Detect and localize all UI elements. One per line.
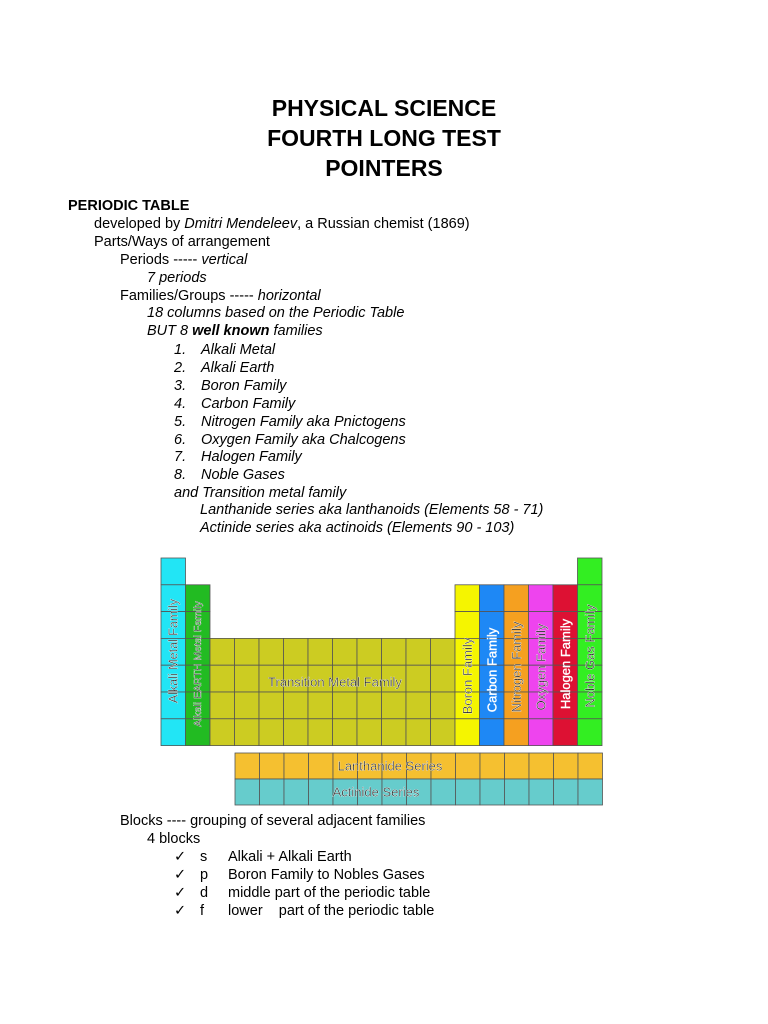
periods-count: 7 periods (147, 270, 207, 286)
boron-cell (455, 719, 480, 746)
boron-cell (455, 585, 480, 612)
block-list-item (174, 867, 425, 884)
transition-cell (284, 719, 309, 746)
transition-cell (406, 719, 431, 746)
transition-cell (308, 638, 333, 665)
family-name: Noble Gases (201, 467, 285, 484)
developed-suffix: , a Russian chemist (1869) (297, 216, 470, 232)
but-suffix: families (269, 323, 323, 339)
block-letter: f (200, 903, 205, 919)
title-line-1: PHYSICAL SCIENCE (271, 95, 497, 121)
actinide-line: Actinide series aka actinoids (Elements 90 - 103) (200, 520, 515, 536)
block-letter: s (200, 849, 208, 865)
developed-prefix: developed by (94, 216, 185, 232)
noble-gas-family-label: Noble Gas Family (582, 604, 598, 708)
transition-cell (235, 692, 260, 719)
alkali-cell (161, 719, 186, 746)
transition-cell (259, 719, 284, 746)
carbon-family-label: Carbon Family (484, 627, 500, 713)
transition-cell (382, 692, 407, 719)
transition-cell (406, 638, 431, 665)
actinide-cell (554, 779, 579, 805)
alkali-earth-family-label: Alkali EARTH Metal Family (191, 601, 204, 727)
nitrogen-cell (504, 585, 529, 612)
family-number: 8. (174, 467, 187, 484)
block-list-item (174, 903, 434, 920)
block-description: lower part of the periodic table (228, 903, 435, 919)
parts-line: Parts/Ways of arrangement (94, 234, 270, 250)
oxygen-cell (529, 719, 554, 746)
family-number: 4. (174, 395, 187, 412)
lanthanide-cell (309, 753, 334, 779)
transition-cell (308, 692, 333, 719)
actinide-cell (260, 779, 285, 805)
blocks-intro: Blocks ---- grouping of several adjacent families (120, 813, 426, 829)
alkali-family-label: Alkali Metal Family (166, 598, 181, 704)
transition-cell (284, 692, 309, 719)
family-name: Carbon Family (201, 395, 296, 412)
actinide-cell (431, 779, 456, 805)
actinide-cell (284, 779, 309, 805)
families-label: Families/Groups ----- (120, 288, 258, 304)
transition-cell (333, 692, 358, 719)
family-name: Alkali Metal (201, 342, 276, 358)
checkmark-icon: ✓ (174, 867, 187, 883)
transition-cell (357, 692, 382, 719)
transition-family-label: Transition Metal Family (268, 674, 402, 690)
noble-cell (578, 558, 603, 585)
block-description: middle part of the periodic table (228, 885, 431, 901)
developer-name: Dmitri Mendeleev (184, 216, 298, 232)
oxygen-cell (529, 585, 554, 612)
checkmark-icon: ✓ (174, 885, 187, 901)
checkmark-icon: ✓ (174, 903, 187, 919)
blocks-count: 4 blocks (147, 831, 201, 847)
halogen-cell (553, 585, 578, 612)
transition-cell (333, 719, 358, 746)
family-name: Halogen Family (201, 449, 302, 466)
columns-line: 18 columns based on the Periodic Table (147, 305, 405, 321)
section-heading: PERIODIC TABLE (68, 198, 190, 214)
lanthanide-cell (235, 753, 260, 779)
block-description: Alkali + Alkali Earth (228, 849, 352, 865)
lanthanide-cell (554, 753, 579, 779)
periods-label: Periods ----- (120, 252, 202, 268)
actinide-cell (235, 779, 260, 805)
title-line-3: POINTERS (325, 155, 443, 181)
lanthanide-cell (260, 753, 285, 779)
boron-cell (455, 612, 480, 639)
families-direction: horizontal (257, 288, 321, 304)
transition-line: and Transition metal family (174, 485, 347, 501)
transition-cell (210, 638, 235, 665)
lanthanide-cell (505, 753, 530, 779)
actinide-cell (309, 779, 334, 805)
transition-cell (210, 719, 235, 746)
actinide-cell (505, 779, 530, 805)
oxygen-family-label: Oxygen Family (533, 623, 549, 711)
actinide-cell (456, 779, 481, 805)
transition-cell (357, 719, 382, 746)
transition-cell (406, 665, 431, 692)
transition-cell (235, 665, 260, 692)
family-name: Alkali Earth (201, 359, 275, 376)
block-letter: d (200, 885, 209, 901)
transition-cell (357, 638, 382, 665)
lanthanide-cell (480, 753, 505, 779)
lanthanide-cell (529, 753, 554, 779)
transition-cell (235, 638, 260, 665)
transition-cell (308, 719, 333, 746)
nitrogen-cell (504, 719, 529, 746)
title-line-2: FOURTH LONG TEST (267, 125, 501, 151)
boron-family-label: Boron Family (459, 637, 475, 715)
family-number: 3. (174, 377, 187, 394)
actinide-cell (529, 779, 554, 805)
transition-cell (431, 692, 456, 719)
transition-cell (382, 638, 407, 665)
transition-cell (235, 719, 260, 746)
lanthanide-cell (578, 753, 603, 779)
halogen-family-label: Halogen Family (557, 618, 573, 710)
transition-cell (382, 719, 407, 746)
carbon-cell (480, 585, 505, 612)
transition-cell (210, 665, 235, 692)
nitrogen-family-label: Nitrogen Family (508, 621, 524, 713)
family-number: 5. (174, 413, 187, 430)
lanthanide-cell (456, 753, 481, 779)
family-name: Nitrogen Family aka Pnictogens (201, 413, 406, 430)
lanthanide-line: Lanthanide series aka lanthanoids (Elements 58 - 71) (200, 502, 544, 518)
transition-cell (284, 638, 309, 665)
family-name: Boron Family (201, 377, 287, 394)
family-number: 1. (174, 342, 187, 358)
block-description: Boron Family to Nobles Gases (228, 867, 425, 883)
family-number: 2. (174, 359, 187, 376)
well-known-bold: well known (192, 323, 270, 339)
checkmark-icon: ✓ (174, 849, 187, 865)
block-letter: p (200, 867, 209, 883)
transition-cell (431, 719, 456, 746)
family-number: 7. (174, 449, 187, 466)
lanthanide-cell (284, 753, 309, 779)
transition-cell (333, 638, 358, 665)
halogen-cell (553, 719, 578, 746)
transition-cell (431, 665, 456, 692)
block-list-item (174, 885, 430, 902)
actinide-cell (578, 779, 603, 805)
actinide-series-label: Actinide Series (332, 784, 420, 800)
carbon-cell (480, 719, 505, 746)
transition-cell (259, 692, 284, 719)
lanthanide-series-label: Lanthanide Series (337, 758, 443, 774)
but-prefix: BUT 8 (147, 323, 193, 339)
family-name: Oxygen Family aka Chalcogens (201, 431, 406, 448)
transition-cell (406, 692, 431, 719)
alkali-cell (161, 558, 186, 585)
transition-cell (210, 692, 235, 719)
transition-cell (431, 638, 456, 665)
transition-cell (259, 638, 284, 665)
block-list-item (174, 849, 352, 866)
periods-direction: vertical (201, 252, 248, 268)
family-number: 6. (174, 431, 187, 448)
noble-cell (578, 719, 603, 746)
actinide-cell (480, 779, 505, 805)
